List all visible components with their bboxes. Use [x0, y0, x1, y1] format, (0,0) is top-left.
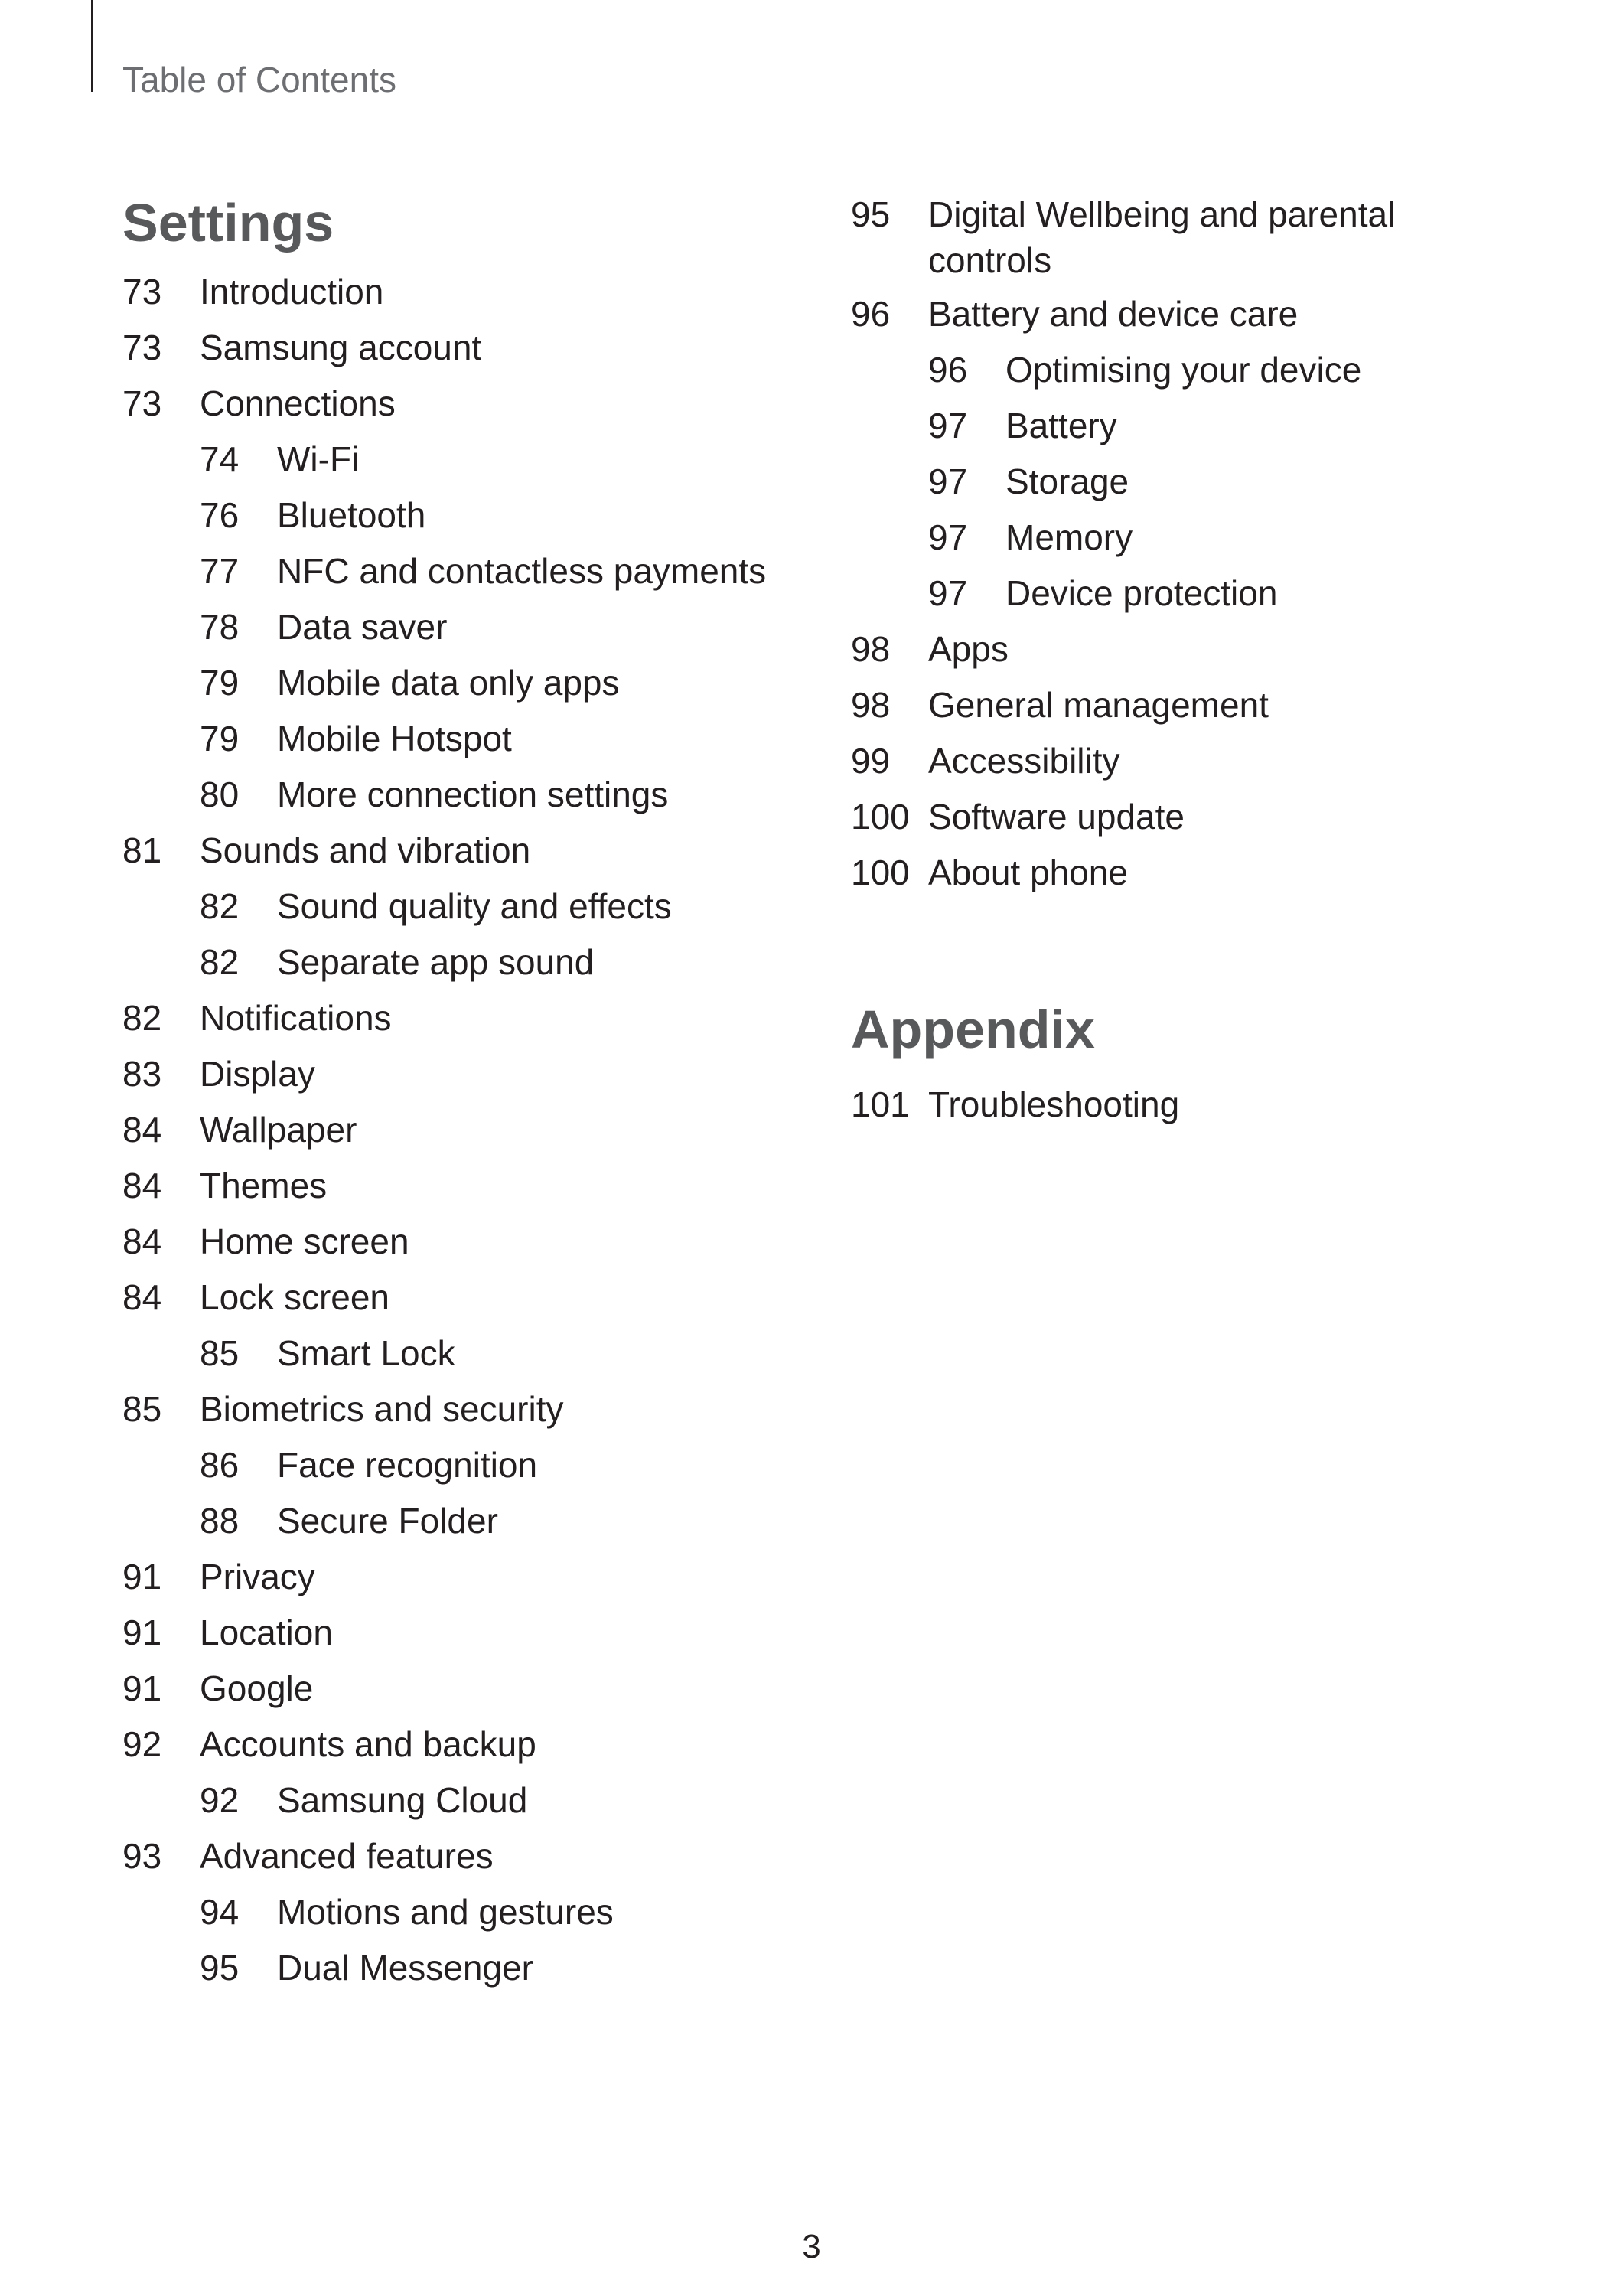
- toc-page-number: 92: [200, 1780, 240, 1820]
- toc-page-number: 84: [122, 1110, 162, 1150]
- toc-entry-label: Troubleshooting: [928, 1084, 1180, 1124]
- toc-page-number: 96: [928, 350, 968, 390]
- toc-page-number: 98: [851, 685, 891, 725]
- toc-page-number: 97: [928, 517, 968, 557]
- toc-entry-label: Smart Lock: [277, 1333, 455, 1373]
- page-number: 3: [802, 2228, 821, 2265]
- toc-entry-label: Privacy: [200, 1557, 315, 1596]
- toc-entry-label: Sounds and vibration: [200, 830, 531, 870]
- toc-page-number: 73: [122, 328, 162, 367]
- toc-entry-label: NFC and contactless payments: [277, 551, 767, 591]
- toc-page-number: 98: [851, 629, 891, 669]
- toc-page-number: 82: [200, 942, 240, 982]
- toc-page-number: 91: [122, 1557, 162, 1596]
- toc-page-number: 84: [122, 1221, 162, 1261]
- toc-page-number: 80: [200, 775, 240, 814]
- toc-entry-label: Battery and device care: [928, 294, 1299, 334]
- toc-page-number: 73: [122, 383, 162, 423]
- toc-entry-label: Lock screen: [200, 1277, 390, 1317]
- toc-entry-label: Bluetooth: [277, 495, 426, 535]
- toc-entry-label: Wi-Fi: [277, 439, 360, 479]
- toc-entry-label: Device protection: [1005, 573, 1278, 613]
- toc-page-number: 85: [122, 1389, 162, 1429]
- toc-entry-label: Dual Messenger: [277, 1948, 533, 1988]
- toc-entry-label: Secure Folder: [277, 1501, 498, 1541]
- toc-page-number: 95: [851, 194, 891, 234]
- toc-page-number: 94: [200, 1892, 240, 1932]
- toc-entry-label: About phone: [928, 853, 1128, 892]
- toc-page-number: 78: [200, 607, 240, 647]
- toc-entry-label: Home screen: [200, 1221, 409, 1261]
- header-rule: [91, 0, 93, 92]
- toc-page-number: 100: [851, 797, 910, 837]
- toc-entry-label: Advanced features: [200, 1836, 494, 1876]
- toc-page-number: 76: [200, 495, 240, 535]
- toc-page-number: 82: [122, 998, 162, 1038]
- toc-page-number: 81: [122, 830, 162, 870]
- toc-entry-label: Separate app sound: [277, 942, 595, 982]
- toc-page-number: 74: [200, 439, 240, 479]
- toc-page-number: 84: [122, 1166, 162, 1205]
- toc-entry-label: General management: [928, 685, 1269, 725]
- toc-entry-label: Biometrics and security: [200, 1389, 564, 1429]
- running-header-title: Table of Contents: [122, 60, 397, 99]
- toc-page-number: 91: [122, 1668, 162, 1708]
- toc-entry-label: Connections: [200, 383, 396, 423]
- toc-entry-label: Mobile data only apps: [277, 663, 620, 703]
- toc-page-number: 86: [200, 1445, 240, 1485]
- toc-entry-label: More connection settings: [277, 775, 669, 814]
- toc-page-number: 82: [200, 886, 240, 926]
- toc-entry-label: Mobile Hotspot: [277, 719, 512, 758]
- toc-entry-label: Themes: [200, 1166, 328, 1205]
- toc-entry-label: Motions and gestures: [277, 1892, 614, 1932]
- toc-page-number: 95: [200, 1948, 240, 1988]
- toc-page-number: 91: [122, 1613, 162, 1652]
- toc-entry-label: Software update: [928, 797, 1185, 837]
- toc-entry-label: Samsung Cloud: [277, 1780, 528, 1820]
- toc-page-number: 96: [851, 294, 891, 334]
- toc-page-number: 97: [928, 461, 968, 501]
- toc-page-number: 97: [928, 573, 968, 613]
- toc-entry-label: Sound quality and effects: [277, 886, 672, 926]
- toc-entry-label: Digital Wellbeing and parental controls: [928, 194, 1396, 280]
- toc-page-number: 88: [200, 1501, 240, 1541]
- toc-page-number: 77: [200, 551, 240, 591]
- section-heading-appendix: Appendix: [851, 1000, 1095, 1059]
- toc-page-number: 100: [851, 853, 910, 892]
- toc-entry-label: Battery: [1005, 406, 1117, 445]
- toc-entry-label: Introduction: [200, 272, 384, 311]
- toc-entry-label: Accessibility: [928, 741, 1120, 781]
- toc-entry-label: Data saver: [277, 607, 448, 647]
- toc-page-number: 85: [200, 1333, 240, 1373]
- toc-page-number: 79: [200, 719, 240, 758]
- toc-entry-label: Face recognition: [277, 1445, 538, 1485]
- toc-page-number: 101: [851, 1084, 910, 1124]
- toc-entry-label: Wallpaper: [200, 1110, 357, 1150]
- toc-page-number: 79: [200, 663, 240, 703]
- toc-entry-label: Storage: [1005, 461, 1129, 501]
- toc-entry-label: Optimising your device: [1005, 350, 1362, 390]
- toc-entry-label: Notifications: [200, 998, 392, 1038]
- toc-entry-label: Google: [200, 1668, 314, 1708]
- toc-page-number: 84: [122, 1277, 162, 1317]
- section-heading-settings: Settings: [122, 193, 334, 253]
- toc-entry-label: Apps: [928, 629, 1009, 669]
- toc-page-number: 99: [851, 741, 891, 781]
- toc-page-number: 83: [122, 1054, 162, 1094]
- toc-page-number: 97: [928, 406, 968, 445]
- toc-page-number: 93: [122, 1836, 162, 1876]
- toc-page-number: 73: [122, 272, 162, 311]
- toc-entry-label: Memory: [1005, 517, 1133, 557]
- toc-entry-label: Accounts and backup: [200, 1724, 536, 1764]
- toc-entry-label: Samsung account: [200, 328, 482, 367]
- toc-page-number: 92: [122, 1724, 162, 1764]
- toc-entry-label: Display: [200, 1054, 315, 1094]
- toc-entry-label: Location: [200, 1613, 333, 1652]
